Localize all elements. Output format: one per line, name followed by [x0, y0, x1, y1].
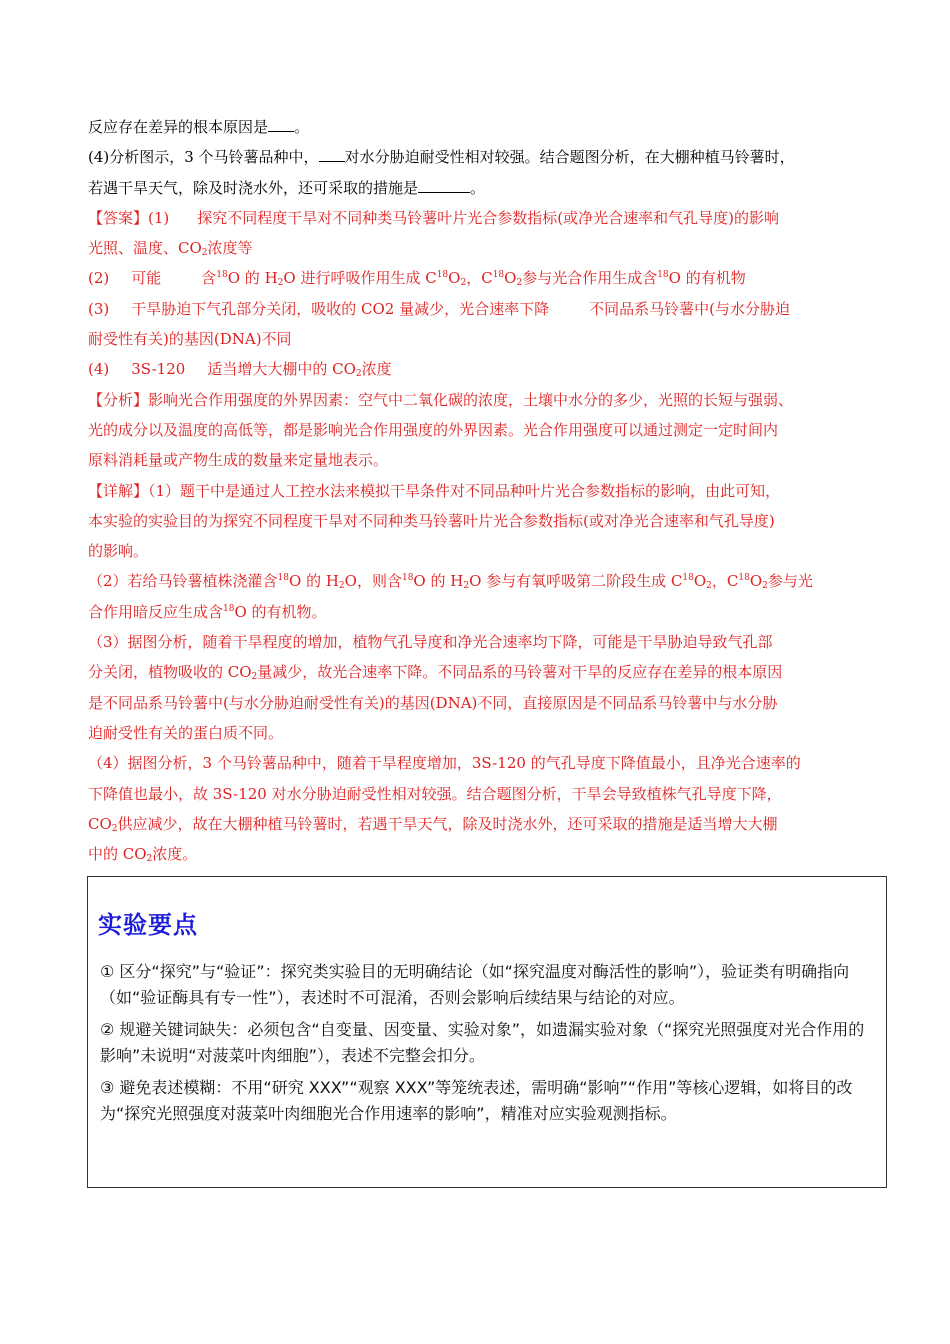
text: 参与光 [767, 572, 813, 591]
text: ，C [466, 269, 493, 288]
answer-blank [418, 174, 470, 193]
analysis-section [88, 385, 866, 476]
text: 是不同品系马铃薯中(与水分胁迫耐受性有关)的基因(DNA)不同，直接原因是不同品系马铃薯中与水分胁 [88, 693, 778, 712]
key-point-1: ① 区分“探究”与“验证”：探究类实验目的无明确结论（如“探究温度对酶活性的影响”），验证类有明确指向（如“验证酶具有专一性”），表述时不可混淆，否则会影响后续结果与结论的对应。 [100, 962, 850, 1007]
text: (1) [148, 208, 170, 227]
text: O 进行呼吸作用生成 C [283, 269, 437, 288]
text: 可能 [131, 269, 162, 288]
answer-line-2 [88, 233, 866, 263]
text: (4) [88, 360, 110, 379]
analysis-line-3 [88, 445, 866, 475]
text: O [448, 269, 461, 288]
text: 对水分胁迫耐受性相对较强。结合题图分析，在大棚种植马铃薯时， [344, 148, 795, 167]
answer-line-3 [88, 263, 866, 293]
analysis-line-2 [88, 415, 866, 445]
text: 探究不同程度干旱对不同种类马铃薯叶片光合参数指标(或净光合速率和气孔导度)的影响 [197, 208, 779, 227]
text: 影响光合作用强度的外界因素：空气中二氧化碳的浓度，土壤中水分的多少，光照的长短与强弱、 [148, 390, 794, 409]
text: O 的 H [413, 572, 464, 591]
detail-line-10 [88, 748, 866, 778]
text: （1）题干中是通过人工控水法来模拟干旱条件对不同品种叶片光合参数指标的影响，由此可知， [148, 481, 781, 500]
text: （4）据图分析，3 个马铃薯品种中，随着干旱程度增加，3S-120 的气孔导度下降值最小，且净光合速率的 [88, 754, 801, 773]
text: 分关闭，植物吸收的 CO [88, 663, 252, 682]
text: 3S-120 [131, 360, 186, 379]
question-content [88, 112, 866, 869]
question-line-1 [88, 112, 866, 142]
detail-line-6 [88, 627, 866, 657]
text: 若遇干旱天气，除及时浇水外，还可采取的措施是 [88, 178, 419, 197]
subscript: 2 [146, 854, 153, 865]
answer-blank [268, 113, 294, 132]
superscript: 18 [401, 573, 414, 584]
subscript: 2 [251, 672, 258, 683]
text: 下降值也最小，故 3S-120 对水分胁迫耐受性相对较强。结合题图分析，干旱会导致植株气孔导度下降， [88, 784, 782, 803]
text: 耐受性有关)的基因(DNA)不同 [88, 330, 292, 349]
key-points-title: 实验要点 [98, 911, 198, 939]
superscript: 18 [738, 573, 750, 584]
analysis-line-1 [88, 385, 866, 415]
superscript: 18 [657, 270, 669, 281]
key-point-2: ② 规避关键词缺失：必须包含“自变量、因变量、实验对象”，如遗漏实验对象（“探究光照强度对光合作用的影响”未说明“对菠菜叶肉细胞”），表述不完整会扣分。 [100, 1020, 865, 1065]
text: O [749, 572, 763, 591]
superscript: 18 [277, 573, 289, 584]
answer-blank [319, 143, 345, 162]
detail-line-1 [88, 476, 866, 506]
detail-line-11 [88, 779, 866, 809]
key-point-3: ③ 避免表述模糊：不用“研究 XXX”“观察 XXX”等笼统表述，需明确“影响”“作用”等核心逻辑，如将目的改为“探究光照强度对菠菜叶肉细胞光合作用速率的影响”，精准对应实验观测指标。 [100, 1078, 853, 1123]
text: 浓度。 [152, 845, 198, 864]
key-points-box [87, 876, 887, 1188]
detail-line-4 [88, 566, 866, 596]
subscript: 2 [762, 581, 768, 592]
detail-section [88, 476, 866, 870]
text: O [693, 572, 707, 591]
key-points-body [100, 959, 872, 1133]
superscript: 18 [216, 270, 228, 281]
text: （3）据图分析，随着干旱程度的增加，植物气孔导度和净光合速率均下降，可能是干旱胁迫导致气孔部 [88, 633, 773, 652]
superscript: 18 [436, 270, 449, 281]
text: O [504, 269, 517, 288]
superscript: 18 [682, 573, 694, 584]
detail-line-12 [88, 809, 866, 839]
answer-section [88, 203, 866, 385]
detail-line-7 [88, 657, 866, 687]
answer-line-5 [88, 324, 866, 354]
subscript: 2 [277, 278, 284, 289]
subscript: 2 [201, 248, 208, 259]
text: 不同品系马铃薯中(与水分胁迫 [589, 299, 790, 318]
text: O 的有机物。 [234, 602, 327, 621]
text: 浓度 [361, 360, 392, 379]
answer-line-6 [88, 354, 866, 384]
text: 浓度等 [207, 239, 253, 258]
text: O，则含 [344, 572, 402, 591]
subscript: 2 [463, 581, 470, 592]
text: (4)分析图示，3 个马铃薯品种中， [88, 148, 319, 167]
subscript: 2 [338, 581, 345, 592]
detail-line-5 [88, 597, 866, 627]
text: 光的成分以及温度的高低等，都是影响光合作用强度的外界因素。光合作用强度可以通过测定一定时间内 [88, 420, 779, 439]
text: O 参与有氧呼吸第二阶段生成 C [469, 572, 683, 591]
subscript: 2 [706, 581, 712, 592]
detail-line-8 [88, 688, 866, 718]
detail-line-13 [88, 839, 866, 869]
subscript: 2 [460, 278, 467, 289]
subscript: 2 [355, 369, 362, 380]
text: 合作用暗反应生成含 [88, 602, 224, 621]
detail-line-9 [88, 718, 866, 748]
subscript: 2 [111, 823, 118, 834]
analysis-tag: 【分析】 [88, 390, 149, 409]
answer-tag: 【答案】 [88, 208, 149, 227]
text: (2) [88, 269, 110, 288]
detail-line-3 [88, 536, 866, 566]
text: 。 [470, 178, 486, 197]
text: CO [88, 814, 112, 833]
text: 含 [201, 269, 217, 288]
superscript: 18 [223, 603, 235, 614]
text: O 的有机物 [668, 269, 746, 288]
text: （2）若给马铃薯植株浇灌含 [88, 572, 278, 591]
text: 供应减少，故在大棚种植马铃薯时，若遇干旱天气，除及时浇水外，还可采取的措施是适当增大大棚 [117, 814, 778, 833]
text: O 的 H [289, 572, 339, 591]
text: O 的 H [227, 269, 278, 288]
text: 原料消耗量或产物生成的数量来定量地表示。 [88, 451, 389, 470]
superscript: 18 [492, 270, 505, 281]
text: 光照、温度、CO [88, 239, 202, 258]
text: (3) [88, 299, 110, 318]
text: 本实验的实验目的为探究不同程度干旱对不同种类马铃薯叶片光合参数指标(或对净光合速率和气孔导度) [88, 511, 775, 530]
answer-line-1 [88, 203, 866, 233]
detail-line-2 [88, 506, 866, 536]
question-line-2 [88, 142, 866, 172]
answer-line-4 [88, 294, 866, 324]
text: 中的 CO [88, 845, 147, 864]
text: ，C [711, 572, 739, 591]
text: 量减少，故光合速率下降。不同品系的马铃薯对干旱的反应存在差异的根本原因 [257, 663, 783, 682]
text: 反应存在差异的根本原因是 [88, 118, 269, 136]
text: 的影响。 [88, 542, 149, 561]
detail-tag: 【详解】 [88, 481, 149, 500]
subscript: 2 [516, 278, 523, 289]
text: 参与光合作用生成含 [522, 269, 658, 288]
text: 干旱胁迫下气孔部分关闭，吸收的 CO2 量减少，光合速率下降 [131, 299, 550, 318]
text: 迫耐受性有关的蛋白质不同。 [88, 723, 284, 742]
question-line-3 [88, 173, 866, 203]
text: 。 [294, 118, 310, 136]
text: 适当增大大棚中的 CO [207, 360, 356, 379]
